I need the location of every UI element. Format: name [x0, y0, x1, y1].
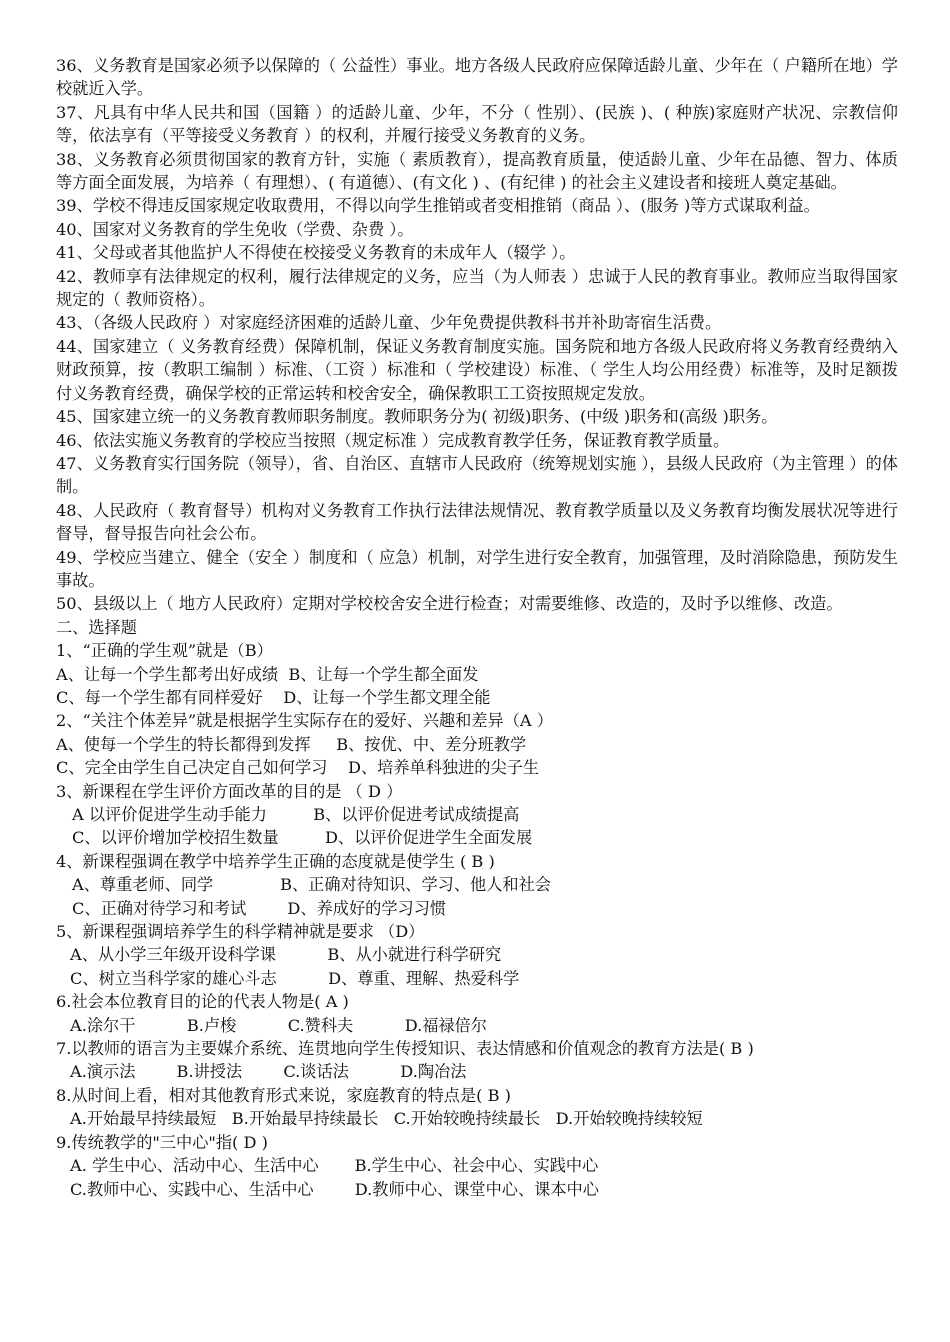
fill-in-item: 36、义务教育是国家必须予以保障的（ 公益性）事业。地方各级人民政府应保障适龄儿童、少年在（ 户籍所在地）学校就近入学。 — [56, 56, 898, 99]
choice-question — [56, 920, 898, 990]
fill-in-item: 40、国家对义务教育的学生免收（学费、杂费 ）。 — [56, 219, 414, 239]
choice-question — [56, 1037, 898, 1084]
option-line: C、树立当科学家的雄心斗志 D、尊重、理解、热爱科学 — [70, 968, 520, 988]
question-text: 7.以教师的语言为主要媒介系统、连贯地向学生传授知识、表达情感和价值观念的教育方法是( B ) — [56, 1039, 754, 1059]
choice-question — [56, 639, 898, 709]
question-text: 2、“关注个体差异”就是根据学生实际存在的爱好、兴趣和差异（A ） — [56, 711, 553, 731]
option-line: A.开始最早持续最短 B.开始最早持续最长 C.开始较晚持续最长 D.开始较晚持续较短 — [70, 1109, 703, 1129]
option-line: C、完全由学生自己决定自己如何学习 D、培养单科独进的尖子生 — [56, 758, 540, 778]
question-text: 6.社会本位教育目的论的代表人物是( A ) — [56, 992, 349, 1012]
section-two-title: 二、选择题 — [56, 617, 137, 637]
choice-question — [56, 990, 898, 1037]
question-text: 1、“正确的学生观”就是（B） — [56, 641, 273, 661]
fill-in-item: 44、国家建立（ 义务教育经费）保障机制，保证义务教育制度实施。国务院和地方各级人民政府将义务教育经费纳入财政预算，按（教职工编制 ）标准、（工资 ）标准和（ 学校建设）标准、（ 学生人均公用经费）标准等，及时足额拨付义务教育经费，确保学校的正常运转和校舍安全，确保教职工工资按照规定发放。 — [56, 336, 898, 403]
fill-in-item: 47、义务教育实行国务院（领导），省、自治区、直辖市人民政府（统筹规划实施 ），县级人民政府（为主管理 ）的体制。 — [56, 453, 898, 497]
choice-question — [56, 1131, 898, 1201]
option-line: C、正确对待学习和考试 D、养成好的学习习惯 — [72, 898, 447, 918]
option-line: A、让每一个学生都考出好成绩 B、让每一个学生都全面发 — [56, 664, 479, 684]
fill-in-item: 38、义务教育必须贯彻国家的教育方针，实施（ 素质教育），提高教育质量，使适龄儿童、少年在品德、智力、体质等方面全面发展，为培养（ 有理想）、( 有道德）、(有文化 ) 、(有纪律 ) 的社会主义建设者和接班人奠定基础。 — [56, 149, 898, 193]
question-text: 9.传统教学的"三中心"指( D ) — [56, 1132, 268, 1152]
choice-question — [56, 780, 898, 850]
option-line: A、使每一个学生的特长都得到发挥 B、按优、中、差分班教学 — [56, 734, 527, 754]
fill-in-item: 49、学校应当建立、健全（安全 ）制度和（ 应急）机制，对学生进行安全教育，加强管理，及时消除隐患，预防发生事故。 — [56, 547, 898, 590]
question-text: 8.从时间上看，相对其他教育形式来说，家庭教育的特点是( B ) — [56, 1085, 511, 1105]
fill-in-item: 46、依法实施义务教育的学校应当按照（规定标准 ）完成教育教学任务，保证教育教学质量。 — [56, 430, 730, 450]
question-text: 3、新课程在学生评价方面改革的目的是 （ D ） — [56, 781, 403, 801]
fill-in-section — [56, 54, 898, 616]
question-text: 5、新课程强调培养学生的科学精神就是要求 （D） — [56, 922, 425, 942]
fill-in-item: 45、国家建立统一的义务教育教师职务制度。教师职务分为( 初级)职务、(中级 )职务和(高级 )职务。 — [56, 407, 778, 427]
fill-in-item: 42、教师享有法律规定的权利，履行法律规定的义务，应当（为人师表 ）忠诚于人民的教育事业。教师应当取得国家规定的（ 教师资格）。 — [56, 266, 898, 310]
choice-section — [56, 639, 898, 1201]
option-line: A、从小学三年级开设科学课 B、从小就进行科学研究 — [70, 945, 502, 965]
option-line: C.教师中心、实践中心、生活中心 D.教师中心、课堂中心、课本中心 — [70, 1179, 599, 1199]
option-line: A.涂尔干 B.卢梭 C.赞科夫 D.福禄倍尔 — [70, 1015, 487, 1035]
document-page — [56, 54, 898, 1201]
fill-in-item: 39、学校不得违反国家规定收取费用，不得以向学生推销或者变相推销（商品 ）、(服务 )等方式谋取利益。 — [56, 196, 820, 216]
fill-in-item: 43、（各级人民政府 ）对家庭经济困难的适龄儿童、少年免费提供教科书并补助寄宿生活费。 — [56, 313, 722, 333]
option-line: A.演示法 B.讲授法 C.谈话法 D.陶冶法 — [70, 1062, 467, 1082]
fill-in-item: 37、凡具有中华人民共和国（国籍 ）的适龄儿童、少年，不分（ 性别）、(民族 )、( 种族)家庭财产状况、宗教信仰等，依法享有（平等接受义务教育 ）的权利，并履行接受义务教育的义务。 — [56, 102, 898, 146]
option-line: C、每一个学生都有同样爱好 D、让每一个学生都文理全能 — [56, 687, 491, 707]
question-text: 4、新课程强调在教学中培养学生正确的态度就是使学生 ( B ) — [56, 851, 495, 871]
fill-in-item: 41、父母或者其他监护人不得使在校接受义务教育的未成年人（辍学 ）。 — [56, 243, 576, 263]
option-line: A、尊重老师、同学 B、正确对待知识、学习、他人和社会 — [72, 875, 551, 895]
option-line: C、以评价增加学校招生数量 D、以评价促进学生全面发展 — [72, 828, 533, 848]
fill-in-item: 48、人民政府（ 教育督导）机构对义务教育工作执行法律法规情况、教育教学质量以及义务教育均衡发展状况等进行督导，督导报告向社会公布。 — [56, 500, 898, 544]
choice-question — [56, 1084, 898, 1131]
option-line: A. 学生中心、活动中心、生活中心 B.学生中心、社会中心、实践中心 — [70, 1156, 599, 1176]
choice-question — [56, 850, 898, 920]
fill-in-item: 50、县级以上（ 地方人民政府）定期对学校校舍安全进行检查；对需要维修、改造的，及时予以维修、改造。 — [56, 594, 843, 614]
choice-question — [56, 709, 898, 779]
option-line: A 以评价促进学生动手能力 B、以评价促进考试成绩提高 — [72, 805, 520, 824]
